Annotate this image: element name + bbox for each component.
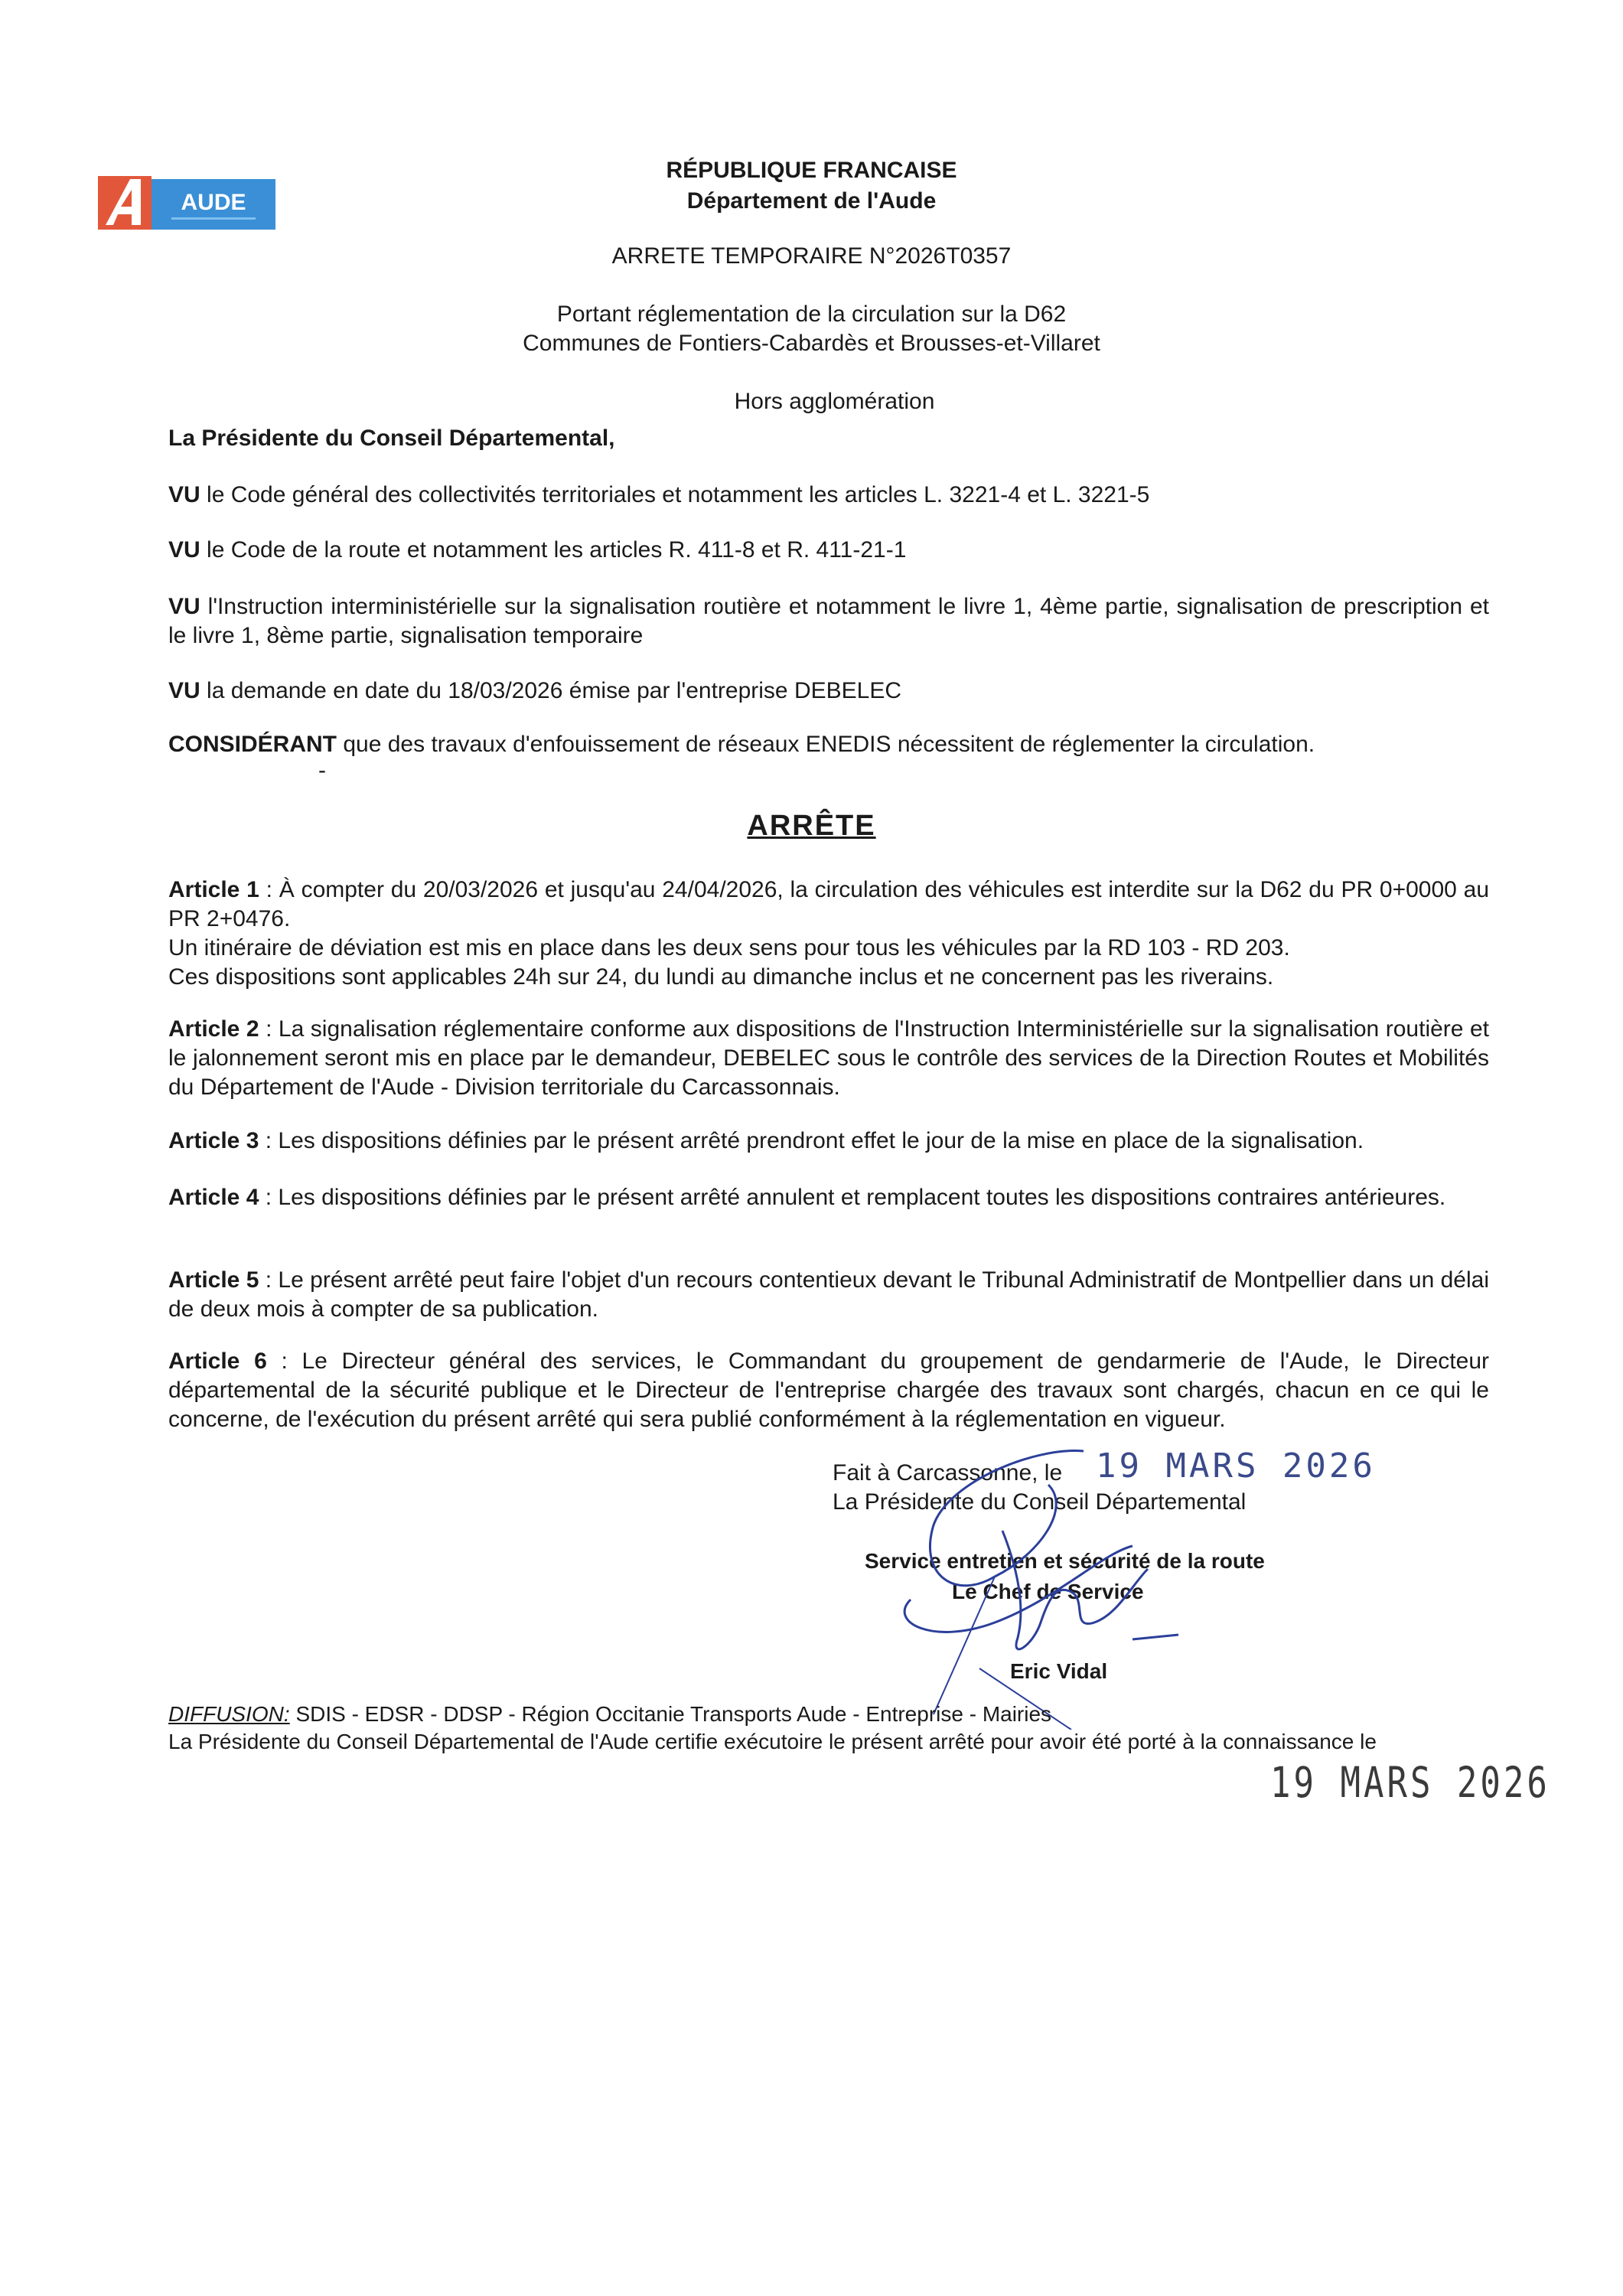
considerant-keyword: CONSIDÉRANT <box>168 732 337 757</box>
visa-1 <box>168 481 1489 510</box>
logo-text: AUDE <box>181 190 246 215</box>
location-line: Hors agglomération <box>734 389 935 414</box>
signer-title: La Présidente du Conseil Départemental <box>833 1489 1247 1515</box>
article-5 <box>168 1266 1489 1324</box>
article-text: : Le présent arrêté peut faire l'objet d'un recours contentieux devant le Tribunal Administratif de Montpellier dans un délai de deux mois à compter de sa publication. <box>168 1267 1490 1322</box>
chief-stamp: Le Chef de Service <box>952 1580 1144 1603</box>
considerant-text: que des travaux d'enfouissement de réseaux ENEDIS nécessitent de réglementer la circulation. <box>337 732 1315 757</box>
diffusion-line <box>168 1702 1051 1727</box>
republic-heading: RÉPUBLIQUE FRANCAISE <box>666 158 957 183</box>
visa-text: le Code de la route et notamment les articles R. 411-8 et R. 411-21-1 <box>200 537 907 563</box>
article-2 <box>168 1015 1489 1102</box>
article-keyword: Article 2 <box>168 1016 259 1042</box>
visa-3 <box>168 592 1489 651</box>
article-1-extra-2: Ces dispositions sont applicables 24h sur 24, du lundi au dimanche inclus et ne concernent pas les riverains. <box>168 964 1274 990</box>
article-1-extra-1: Un itinéraire de déviation est mis en place dans les deux sens pour tous les véhicules par la RD 103 - RD 203. <box>168 935 1290 960</box>
date-stamp: 19 MARS 2026 <box>1096 1446 1376 1486</box>
visa-text: l'Instruction interministérielle sur la signalisation routière et notamment le livre 1, 4ème partie, signalisation de prescription et le livre 1, 8ème partie, signalisation temporaire <box>168 594 1489 648</box>
article-4 <box>168 1183 1489 1212</box>
visa-2 <box>168 536 1489 565</box>
article-keyword: Article 5 <box>168 1267 259 1293</box>
article-1 <box>168 876 1489 992</box>
visa-text: la demande en date du 18/03/2026 émise par l'entreprise DEBELEC <box>200 678 901 703</box>
certification-line: La Présidente du Conseil Départemental de l'Aude certifie exécutoire le présent arrêté pour avoir été porté à la connaissance le <box>168 1730 1377 1753</box>
article-text: : Les dispositions définies par le présent arrêté annulent et remplacent toutes les dispositions contraires antérieures. <box>259 1185 1446 1210</box>
article-6 <box>168 1347 1489 1434</box>
arrete-number: ARRETE TEMPORAIRE N°2026T0357 <box>611 243 1012 269</box>
article-text: : À compter du 20/03/2026 et jusqu'au 24/04/2026, la circulation des véhicules est interdite sur la D62 du PR 0+0000 au PR 2+0476. <box>168 877 1490 931</box>
signature-place: Fait à Carcassonne, le <box>833 1460 1063 1486</box>
stray-mark: - <box>318 758 326 783</box>
authority-line: La Présidente du Conseil Départemental, <box>168 426 615 451</box>
visa-keyword: VU <box>168 482 200 507</box>
article-keyword: Article 4 <box>168 1185 259 1210</box>
service-stamp: Service entretien et sécurité de la route <box>865 1549 1265 1573</box>
diffusion-label: DIFFUSION: <box>168 1702 290 1726</box>
subject-line-1: Portant réglementation de la circulation sur la D62 <box>556 302 1067 327</box>
subject-line-2: Communes de Fontiers-Cabardès et Brousses-et-Villaret <box>523 331 1100 356</box>
visa-4 <box>168 677 1489 706</box>
article-text: : Le Directeur général des services, le Commandant du groupement de gendarmerie de l'Aude, le Directeur départemental de la sécurité publique et le Directeur de l'entreprise chargée des travaux sont chargés, chacun en ce qui le concerne, de l'exécution du présent arrêté qui sera publié conformément à la réglementation en vigueur. <box>168 1349 1489 1432</box>
considerant <box>168 730 1489 759</box>
handwritten-signature <box>842 1439 1194 1730</box>
visa-text: le Code général des collectivités territoriales et notamment les articles L. 3221-4 et L. 3221-5 <box>200 482 1150 507</box>
article-keyword: Article 6 <box>168 1349 267 1374</box>
article-keyword: Article 1 <box>168 877 259 902</box>
visa-keyword: VU <box>168 594 200 619</box>
signer-name: Eric Vidal <box>1010 1659 1108 1683</box>
article-keyword: Article 3 <box>168 1128 259 1153</box>
article-text: : La signalisation réglementaire conforme aux dispositions de l'Instruction Interministérielle sur la signalisation routière et le jalonnement seront mis en place par le demandeur, DEBELEC sous le contrôle des services de la Direction Routes et Mobilités du Département de l'Aude - Division territoriale du Carcassonnais. <box>168 1016 1489 1100</box>
diffusion-list: SDIS - EDSR - DDSP - Région Occitanie Transports Aude - Entreprise - Mairies <box>289 1702 1052 1726</box>
visa-keyword: VU <box>168 678 200 703</box>
department-heading: Département de l'Aude <box>686 188 937 214</box>
article-text: : Les dispositions définies par le présent arrêté prendront effet le jour de la mise en place de la signalisation. <box>259 1128 1364 1153</box>
article-3 <box>168 1127 1489 1156</box>
visa-keyword: VU <box>168 537 200 563</box>
certification-stamp: 19 MARS 2026 <box>1270 1759 1550 1808</box>
arrete-title: ARRÊTE <box>747 810 876 842</box>
